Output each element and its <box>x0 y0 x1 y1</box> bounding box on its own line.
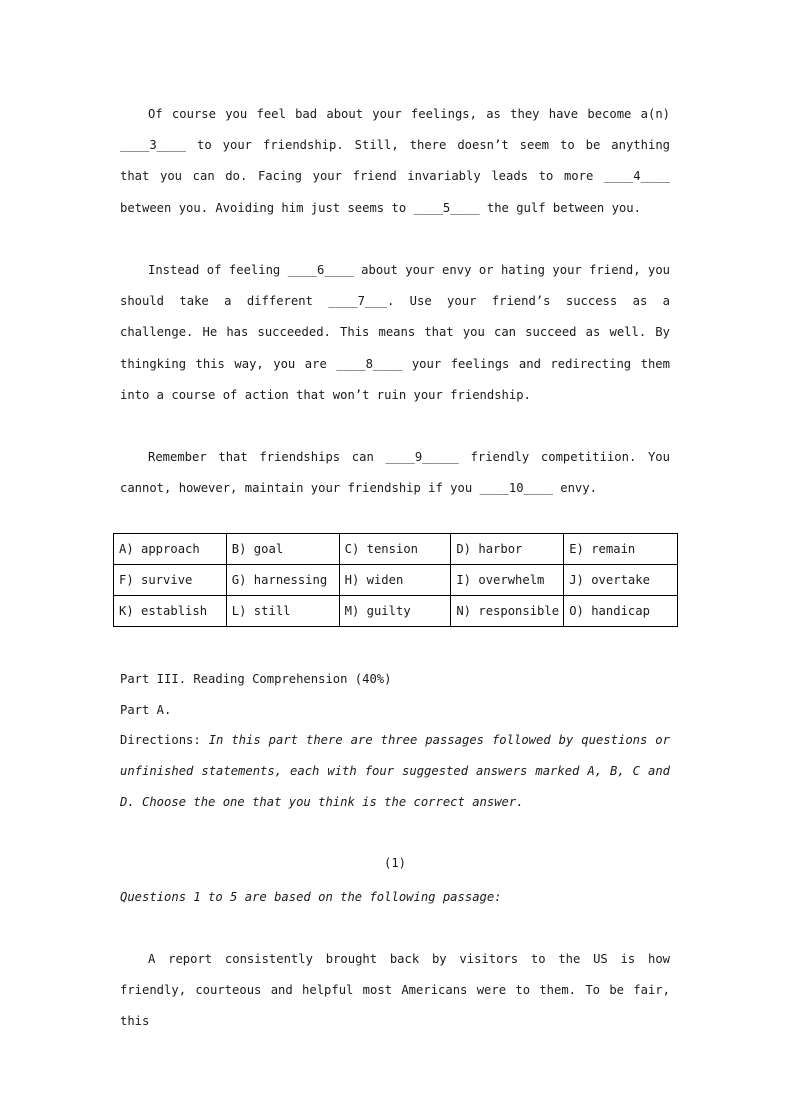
passage-number: (1) <box>383 856 406 870</box>
directions-label: Directions: <box>120 733 209 747</box>
option-cell: G) harnessing <box>226 565 339 596</box>
table-row <box>114 565 678 596</box>
option-cell: F) survive <box>114 565 227 596</box>
passage-paragraph-2: Instead of feeling ____6____ about your envy or hating your friend, you should take a different ____7___. Use your friend’s success as a challenge. He has succeeded. This means that you can succeed as well. By thingking this way, you are ____8____ your feelings and redirecting them into a course of action that won’t ruin your friendship. <box>120 263 670 402</box>
option-cell: L) still <box>226 596 339 627</box>
option-cell: B) goal <box>226 534 339 565</box>
option-cell: C) tension <box>339 534 451 565</box>
passage-paragraph-1: Of course you feel bad about your feelings, as they have become a(n) ____3____ to your friendship. Still, there doesn’t seem to be anything that you can do. Facing your friend invariably leads to more ____4____ between you. Avoiding him just seems to ____5____ the gulf between you. <box>120 107 670 215</box>
option-cell: D) harbor <box>451 534 564 565</box>
word-bank-table <box>113 533 678 627</box>
option-cell: E) remain <box>564 534 678 565</box>
section-heading: Part III. Reading Comprehension (40%) <box>120 672 392 686</box>
option-cell: K) establish <box>114 596 227 627</box>
option-cell: J) overtake <box>564 565 678 596</box>
option-cell: M) guilty <box>339 596 451 627</box>
table-row <box>114 534 678 565</box>
option-cell: H) widen <box>339 565 451 596</box>
passage-paragraph-3: Remember that friendships can ____9_____ friendly competitiion. You cannot, however, maintain your friendship if you ____10____ envy. <box>120 450 670 496</box>
option-cell: I) overwhelm <box>451 565 564 596</box>
subsection-heading: Part A. <box>120 703 172 717</box>
directions-text: In this part there are three passages followed by questions or unfinished statements, each with four suggested answers marked A, B, C and D. Choose the one that you think is the correct answer. <box>120 733 670 810</box>
directions <box>120 725 670 819</box>
questions-intro: Questions 1 to 5 are based on the following passage: <box>120 890 502 904</box>
option-cell: N) responsible <box>451 596 564 627</box>
option-cell: O) handicap <box>564 596 678 627</box>
reading-passage-start: A report consistently brought back by visitors to the US is how friendly, courteous and helpful most Americans were to them. To be fair, this <box>120 952 670 1029</box>
option-cell: A) approach <box>114 534 227 565</box>
table-row <box>114 596 678 627</box>
